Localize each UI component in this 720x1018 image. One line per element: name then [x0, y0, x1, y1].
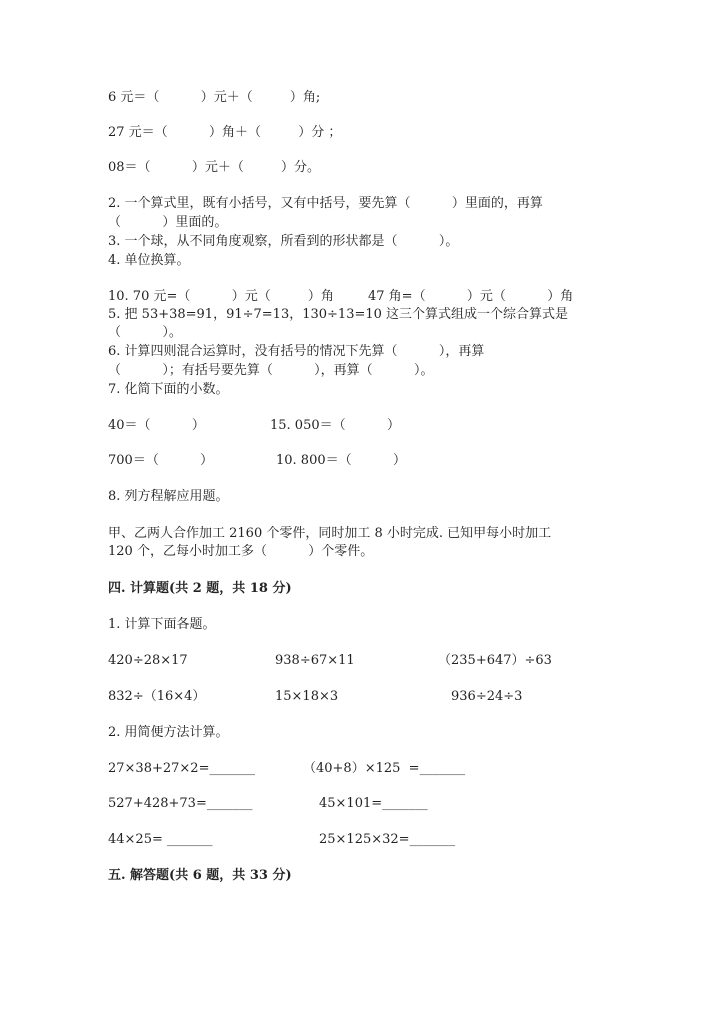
calc-item: 938÷67×11: [275, 653, 355, 668]
unit-line-3: 08＝（ ）元＋（ ）分。: [108, 160, 321, 175]
question-8-line-2: 120 个，乙每小时加工多（ ）个零件。: [108, 544, 374, 559]
calc-item: 832÷（16×4）: [108, 689, 206, 704]
section-4-question-2: 2. 用简便方法计算。: [108, 725, 229, 740]
decimal-item: 40＝（ ）: [108, 418, 205, 433]
question-5-line-2: （ ）。: [108, 325, 182, 340]
section-4-heading: 四. 计算题(共 2 题，共 18 分): [108, 581, 292, 596]
simplify-item: （40+8）×125 =_______: [303, 761, 466, 776]
question-4: 4. 单位换算。: [108, 253, 190, 268]
calc-item: 936÷24÷3: [451, 689, 523, 704]
decimal-item: 10. 800＝（ ）: [276, 453, 406, 468]
question-4-item-a: 10. 70 元=（ ）元（ ）角: [108, 289, 334, 304]
simplify-item: 44×25= _______: [108, 832, 213, 847]
calc-item: （235+647）÷63: [438, 653, 552, 668]
question-2-line-1: 2. 一个算式里，既有小括号，又有中括号，要先算（ ）里面的，再算: [108, 196, 543, 211]
question-2-line-2: （ ）里面的。: [108, 215, 228, 230]
question-8-line-1: 甲、乙两人合作加工 2160 个零件，同时加工 8 小时完成. 已知甲每小时加工: [108, 526, 552, 541]
question-8: 8. 列方程解应用题。: [108, 489, 229, 504]
question-7: 7. 化简下面的小数。: [108, 382, 229, 397]
simplify-item: 27×38+27×2=_______: [108, 761, 255, 776]
calc-item: 15×18×3: [275, 689, 339, 704]
decimal-item: 700＝（ ）: [108, 453, 214, 468]
section-5-heading: 五. 解答题(共 6 题，共 33 分): [108, 868, 292, 883]
unit-line-1: 6 元＝（ ）元＋（ ）角;: [108, 90, 321, 105]
decimal-item: 15. 050＝（ ）: [270, 418, 400, 433]
question-3: 3. 一个球，从不同角度观察，所看到的形状都是（ ）。: [108, 234, 459, 249]
simplify-item: 25×125×32=_______: [319, 832, 456, 847]
simplify-item: 45×101=_______: [319, 796, 428, 811]
section-4-question-1: 1. 计算下面各题。: [108, 617, 216, 632]
question-6-line-2: （ ）；有括号要先算（ ），再算（ ）。: [108, 363, 434, 378]
question-6-line-1: 6. 计算四则混合运算时，没有括号的情况下先算（ ），再算: [108, 344, 485, 359]
simplify-item: 527+428+73=_______: [108, 796, 253, 811]
calc-item: 420÷28×17: [108, 653, 188, 668]
question-4-item-b: 47 角=（ ）元（ ）角: [368, 289, 574, 304]
unit-line-2: 27 元＝（ ）角＋（ ）分 ；: [108, 125, 342, 140]
question-5-line-1: 5. 把 53+38=91，91÷7=13，130÷13=10 这三个算式组成一个综合算式是: [108, 307, 569, 322]
